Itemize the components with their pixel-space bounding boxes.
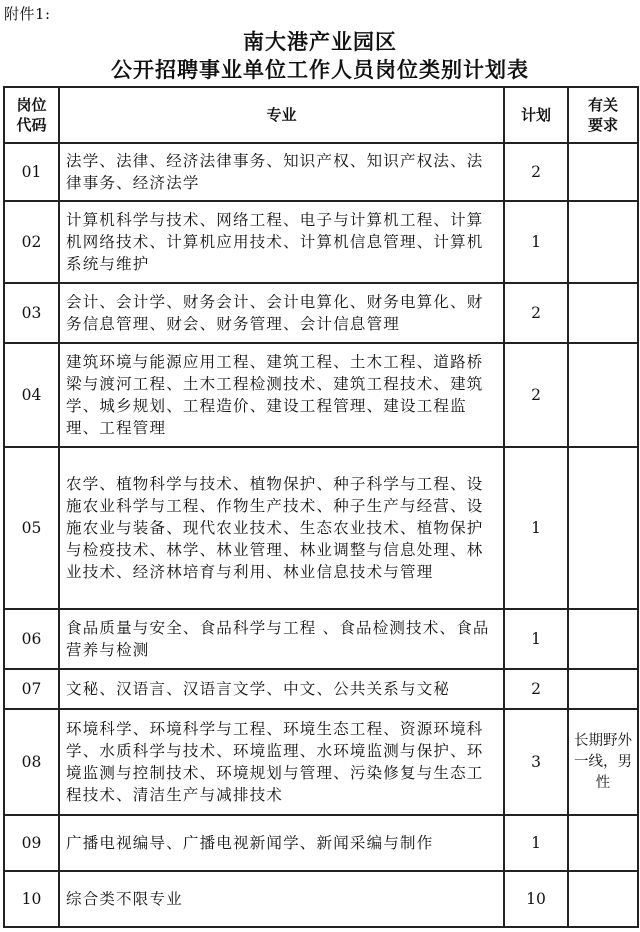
row-major: 环境科学、环境科学与工程、环境生态工程、资源环境科学、水质科学与技术、环境监理、水环境监测与保护、环境监测与控制技术、环境规划与管理、污染修复与生态工程技术、清洁生产与减排技术 [59,709,504,815]
row-plan: 2 [504,669,568,709]
row-major: 食品质量与安全、食品科学与工程 、食品检测技术、食品营养与检测 [59,609,504,669]
row-plan: 1 [504,609,568,669]
row-plan: 10 [504,871,568,927]
row-major: 综合类不限专业 [59,871,504,927]
row-major: 计算机科学与技术、网络工程、电子与计算机工程、计算机网络技术、计算机应用技术、计算机信息管理、计算机系统与维护 [59,201,504,283]
row-plan: 1 [504,447,568,609]
row-code: 07 [4,669,59,709]
row-requirements [568,201,638,283]
table-row [4,343,638,447]
header-code-line2: 代码 [16,116,47,134]
attachment-label: 附件1: [4,5,51,23]
header-code-line1: 岗位 [16,96,47,114]
row-code: 08 [4,709,59,815]
row-major: 会计、会计学、财务会计、会计电算化、财务电算化、财务信息管理、财会、财务管理、会计信息管理 [59,283,504,343]
row-plan: 1 [504,815,568,871]
row-code: 09 [4,815,59,871]
header-plan: 计划 [504,87,568,143]
row-code: 06 [4,609,59,669]
header-requirements [568,87,638,143]
row-major: 广播电视编导、广播电视新闻学、新闻采编与制作 [59,815,504,871]
row-code: 02 [4,201,59,283]
row-requirements [568,283,638,343]
row-requirements [568,143,638,201]
row-code: 03 [4,283,59,343]
header-major: 专业 [59,87,504,143]
document-title: 南大港产业园区 [243,29,397,54]
header-req-line2: 要求 [587,116,618,134]
row-code: 04 [4,343,59,447]
header-req-line1: 有关 [587,96,618,114]
table-row [4,447,638,609]
row-major: 农学、植物科学与技术、植物保护、种子科学与工程、设施农业科学与工程、作物生产技术、种子生产与经营、设施农业与装备、现代农业技术、生态农业技术、植物保护与检疫技术、林学、林业管理、林业调整与信息处理、林业技术、经济林培育与利用、林业信息技术与管理 [59,447,504,609]
row-plan: 2 [504,343,568,447]
position-plan-table [3,86,639,928]
table-row [4,871,638,927]
row-requirements: 长期野外一线，男性 [568,709,638,815]
row-major: 建筑环境与能源应用工程、建筑工程、土木工程、道路桥梁与渡河工程、土木工程检测技术、建筑工程技术、建筑学、城乡规划、工程造价、建设工程管理、建设工程监理、工程管理 [59,343,504,447]
table-row [4,815,638,871]
table-row [4,283,638,343]
row-requirements [568,609,638,669]
table-header-row [4,87,638,143]
document-subtitle: 公开招聘事业单位工作人员岗位类别计划表 [111,57,529,82]
row-requirements [568,447,638,609]
row-code: 01 [4,143,59,201]
row-requirements [568,669,638,709]
row-plan: 1 [504,201,568,283]
row-plan: 3 [504,709,568,815]
row-major: 文秘、汉语言、汉语言文学、中文、公共关系与文秘 [59,669,504,709]
row-code: 05 [4,447,59,609]
row-requirements [568,815,638,871]
row-code: 10 [4,871,59,927]
row-plan: 2 [504,283,568,343]
row-plan: 2 [504,143,568,201]
row-requirements [568,343,638,447]
table-row [4,201,638,283]
table-row [4,669,638,709]
header-code [4,87,59,143]
row-major: 法学、法律、经济法律事务、知识产权、知识产权法、法律事务、经济法学 [59,143,504,201]
table-row [4,609,638,669]
table-row [4,709,638,815]
row-requirements [568,871,638,927]
table-row [4,143,638,201]
